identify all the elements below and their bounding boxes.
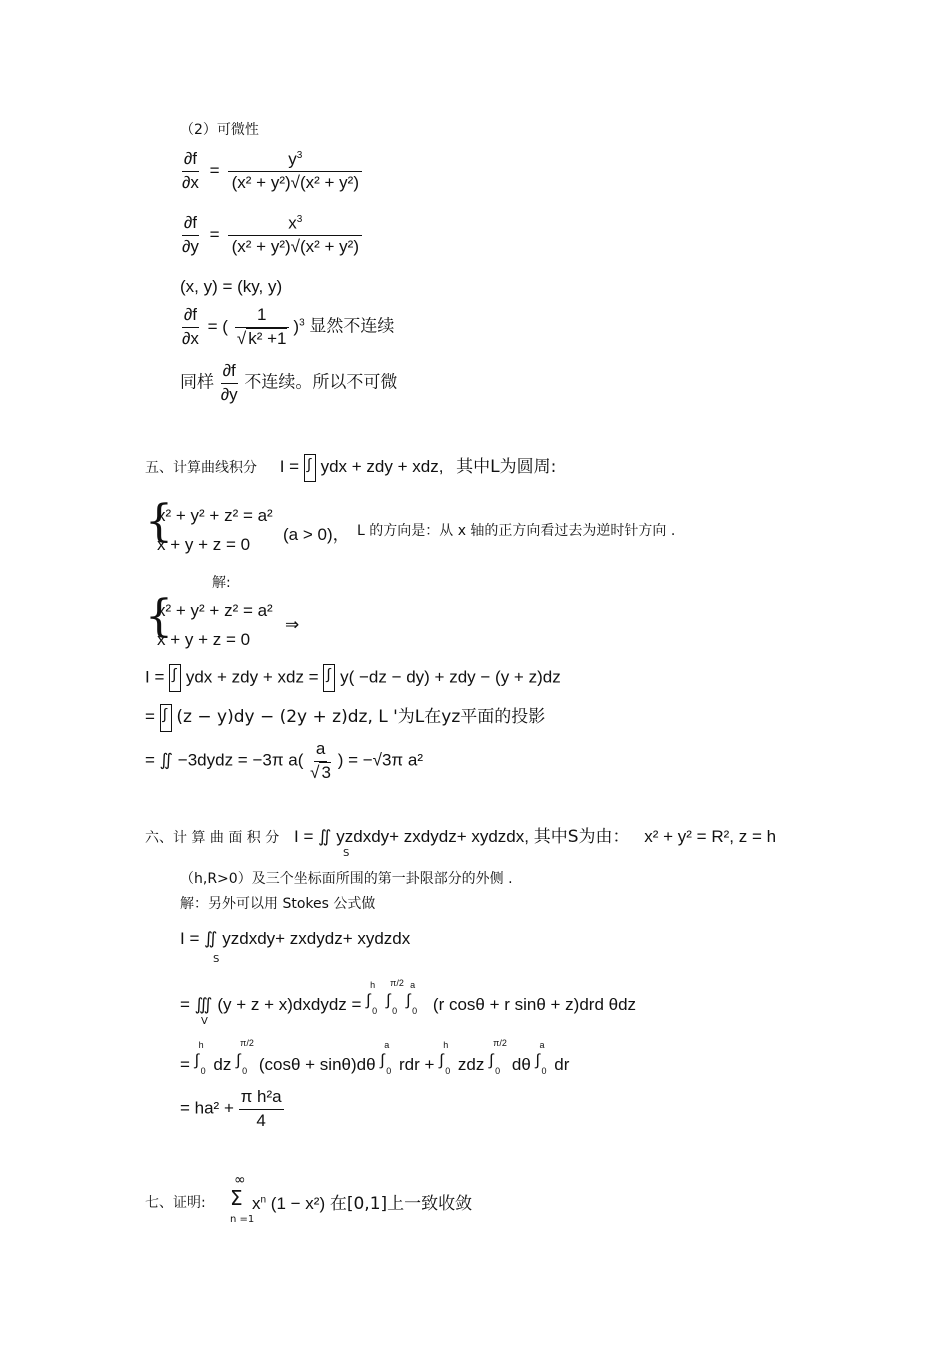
q5-step2: = ∫ (z − y)dy − (2y + z)dz, L '为L在yz平面的投影 bbox=[145, 702, 545, 732]
q5-solution-label: 解: bbox=[212, 575, 231, 591]
q5-step3: = ∬ −3dydz = −3π a( $\frac{a}{√ 3}$ ) = −√3π a² bbox=[145, 739, 424, 782]
q7-label: 七、证明: bbox=[145, 1195, 206, 1211]
q6-solution-label: 解：另外可以用 Stokes 公式做 bbox=[180, 896, 376, 912]
part2-heading: （2）可微性 bbox=[180, 122, 259, 138]
brace-icon: { bbox=[145, 496, 173, 547]
q6-line4: = ha² + $\frac{\text{π h²a}}{4}$ bbox=[180, 1087, 282, 1130]
q6-statement: 六、计 算 曲 面 积 分 I = ∬ yzdxdy+ zxdydz+ xydzdx, 其中S为由： x² + y² = R², z = h bbox=[145, 827, 777, 847]
q6-line3: = ∫ h 0 dz ∫ π/2 0 (cosθ + sinθ)dθ ∫ a 0 rdr + ∫ h 0 zdz ∫ π/2 0 dθ ∫ a 0 dr bbox=[180, 1038, 570, 1076]
contour-integral-icon: ∫ bbox=[323, 664, 335, 692]
sigma-icon: Σ bbox=[230, 1186, 243, 1210]
same-statement: 同样 $\frac{\partial f}{\partial y}$ 不连续。所以不可微 bbox=[180, 361, 398, 404]
substitution: (x, y) = (ky, y) bbox=[180, 277, 283, 296]
q5-step1: I = ∫ ydx + zdy + xdz = ∫ y( −dz − dy) + zdy − (y + z)dz bbox=[145, 664, 561, 692]
q6-line1: I = ∬ yzdxdy+ zxdydz+ xydzdx bbox=[180, 929, 411, 948]
fx-lhs: $\frac{\partial f}{\partial x}$ bbox=[182, 149, 199, 193]
q6-line2: = ∭ (y + z + x)dxdydz = ∫ h 0 ∫ π/2 0 ∫ a 0 (r cosθ + r sinθ + z)drd θdz bbox=[180, 978, 637, 1016]
fy-lhs: $\frac{\partial f}{\partial y}$ bbox=[182, 213, 199, 257]
limit-equation: $\frac{\partial f}{\partial x}$ = ( $\frac{1}{\text{√ k² +1}}$ )$^3$ 显然不连续 bbox=[182, 305, 395, 348]
triple-integral-limits: ∫ h 0 ∫ π/2 0 ∫ a 0 bbox=[366, 978, 418, 1016]
fy-equation: $\frac{\partial f}{\partial y}$ = $\frac{x^3}{\text{(x² + y²)√(x² + y²)}}$ bbox=[180, 214, 362, 257]
q6-line2-sub: V bbox=[201, 1016, 208, 1027]
contour-integral-icon: ∫ bbox=[169, 664, 181, 692]
q5-statement: 五、计算曲线积分 I = ∫ ydx + zdy + xdz, 其中L为圆周: bbox=[145, 452, 556, 482]
fx-rhs: $\frac{y^3}{\text{(x² + y²)√(x² + y²)}}$ bbox=[228, 150, 362, 193]
contour-integral-icon: ∫ bbox=[304, 454, 316, 482]
contour-integral-icon: ∫ bbox=[160, 704, 172, 732]
q7-expression: $x^n$ (1 − x²) 在[0,1]上一致收敛 bbox=[252, 1194, 473, 1214]
brace-icon: { bbox=[145, 591, 173, 642]
fy-rhs: $\frac{x^3}{\text{(x² + y²)√(x² + y²)}}$ bbox=[228, 214, 362, 257]
q6-line1-sub: S bbox=[213, 954, 220, 965]
q6-sub-s: S bbox=[343, 848, 350, 859]
fx-equation: $\frac{\partial f}{\partial x}$ = $\frac{y^3}{\text{(x² + y²)√(x² + y²)}}$ bbox=[180, 150, 362, 193]
q6-condition: （h,R>0）及三个坐标面所围的第一卦限部分的外侧 . bbox=[180, 871, 513, 887]
